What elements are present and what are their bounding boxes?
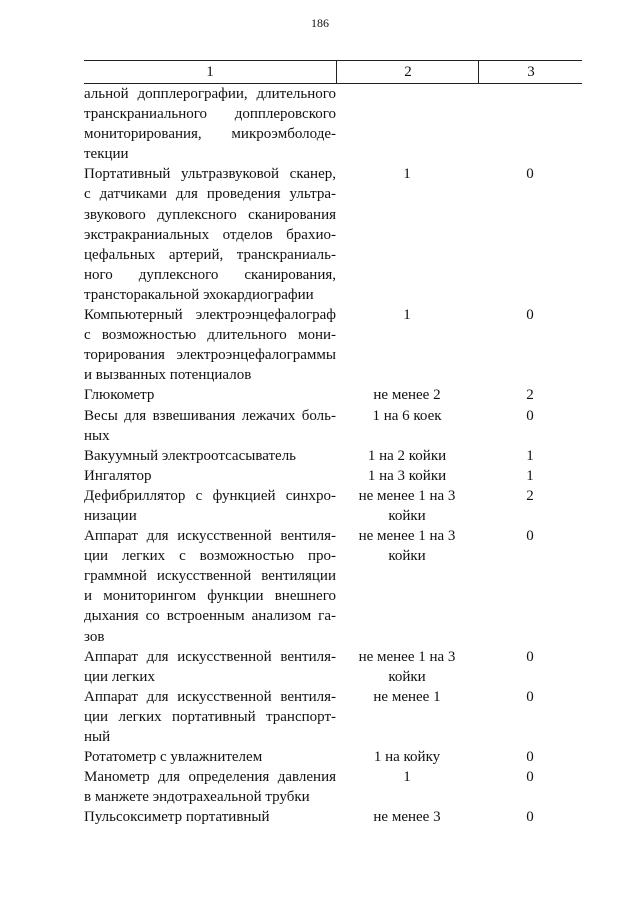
required-quantity-cell: [336, 446, 478, 466]
required-quantity-cell: [336, 767, 478, 807]
equipment-name-line: Дефибриллятор с функцией синхро-: [84, 487, 336, 504]
required-quantity-line: 1 на 2 койки: [367, 447, 447, 464]
equipment-name-line: Аппарат для искусственной вентиля-: [84, 528, 336, 545]
actual-quantity-cell: 0: [526, 688, 534, 705]
equipment-name-line: мониторирования, микроэмболоде-: [84, 126, 336, 143]
equipment-name-line: Ингалятор: [84, 467, 152, 484]
equipment-name-line: Весы для взвешивания лежачих боль-: [84, 407, 336, 424]
required-quantity-line: 1: [403, 307, 411, 324]
equipment-name-line: трансторакальной эхокардиографии: [84, 286, 314, 303]
equipment-name-line: текции: [84, 146, 129, 163]
equipment-name-cell: [84, 466, 336, 486]
equipment-name-line: Ротатометр с увлажнителем: [84, 749, 263, 766]
required-quantity-cell: [336, 164, 478, 305]
required-quantity-line: 1 на 3 койки: [367, 467, 447, 484]
required-quantity-cell: [336, 385, 478, 405]
equipment-name-line: ции легких портативный транспорт-: [84, 708, 336, 725]
equipment-name-line: Аппарат для искусственной вентиля-: [84, 688, 336, 705]
equipment-name-line: Манометр для определения давления: [84, 769, 336, 786]
required-quantity-cell: [336, 466, 478, 486]
required-quantity-cell: [336, 687, 478, 747]
equipment-name-cell: [84, 446, 336, 466]
equipment-name-cell: [84, 385, 336, 405]
equipment-name-line: Вакуумный электроотсасыватель: [84, 447, 297, 464]
equipment-name-line: Пульсоксиметр портативный: [84, 809, 270, 826]
equipment-name-line: торирования электроэнцефалограммы: [84, 347, 336, 364]
equipment-name-line: и вызванных потенциалов: [84, 367, 252, 384]
required-quantity-line: койки: [388, 548, 426, 565]
equipment-name-line: с возможностью длительного мони-: [84, 327, 336, 344]
required-quantity-line: 1 на койку: [373, 749, 441, 766]
table-row: [84, 84, 582, 164]
equipment-name-line: низации: [84, 507, 137, 524]
table-header: [84, 60, 582, 84]
equipment-name-line: экстракраниальных отделов брахио-: [84, 226, 336, 243]
equipment-name-line: граммной искусственной вентиляции: [84, 568, 336, 585]
equipment-name-line: альной допплерографии, длительного: [84, 86, 336, 102]
actual-quantity-cell: 0: [526, 166, 534, 183]
table-row: [84, 747, 582, 767]
required-quantity-line: койки: [388, 668, 426, 685]
required-quantity-line: не менее 1 на 3: [358, 528, 456, 545]
equipment-name-line: ных: [84, 427, 110, 444]
required-quantity-line: не менее 2: [373, 387, 441, 404]
equipment-name-cell: [84, 84, 336, 164]
equipment-name-cell: [84, 406, 336, 446]
equipment-name-cell: [84, 305, 336, 385]
table-row: [84, 305, 582, 385]
equipment-name-cell: [84, 807, 336, 827]
table-row: [84, 406, 582, 446]
required-quantity-line: 1 на 6 коек: [372, 407, 442, 424]
required-quantity-cell: [336, 406, 478, 446]
actual-quantity-cell: 0: [526, 809, 534, 826]
actual-quantity-cell: [478, 84, 582, 164]
required-quantity-line: не менее 1 на 3: [358, 487, 456, 504]
equipment-name-cell: [84, 747, 336, 767]
required-quantity-cell: [336, 747, 478, 767]
table-row: [84, 767, 582, 807]
table-row: [84, 466, 582, 486]
equipment-name-line: Портативный ультразвуковой сканер,: [84, 166, 336, 183]
actual-quantity-cell: 1: [526, 467, 534, 484]
equipment-name-line: дыхания со встроенным анализом га-: [84, 608, 336, 625]
header-col-3: 3: [478, 61, 583, 83]
actual-quantity-cell: 0: [526, 528, 534, 545]
required-quantity-line: 1: [403, 166, 411, 183]
equipment-name-line: Компьютерный электроэнцефалограф: [84, 307, 336, 324]
table-row: [84, 446, 582, 466]
table-row: [84, 807, 582, 827]
equipment-name-line: звукового дуплексного сканирования: [84, 206, 336, 223]
actual-quantity-cell: 0: [526, 749, 534, 766]
equipment-name-line: с датчиками для проведения ультра-: [84, 186, 336, 203]
equipment-name-cell: [84, 526, 336, 647]
required-quantity-line: не менее 3: [373, 809, 441, 826]
actual-quantity-cell: 0: [526, 648, 534, 665]
header-col-2: 2: [336, 61, 479, 83]
required-quantity-cell: [336, 305, 478, 385]
equipment-name-line: Глюкометр: [84, 387, 155, 404]
equipment-name-cell: [84, 486, 336, 526]
equipment-name-line: транскраниального допплеровского: [84, 106, 336, 123]
table-row: [84, 647, 582, 687]
page-number: 186: [311, 16, 329, 30]
actual-quantity-cell: 2: [526, 387, 534, 404]
table-row: [84, 486, 582, 526]
actual-quantity-cell: 2: [526, 487, 534, 504]
required-quantity-line: не менее 1: [373, 688, 441, 705]
table-row: [84, 526, 582, 647]
actual-quantity-cell: 0: [526, 307, 534, 324]
required-quantity-cell: [336, 486, 478, 526]
actual-quantity-cell: 1: [526, 447, 534, 464]
equipment-name-cell: [84, 687, 336, 747]
equipment-name-line: ции легких с возможностью про-: [84, 548, 336, 565]
equipment-name-line: ный: [84, 729, 111, 745]
required-quantity-cell: [336, 647, 478, 687]
actual-quantity-cell: 0: [526, 407, 534, 424]
required-quantity-line: 1: [403, 769, 411, 786]
equipment-name-line: и мониторингом функции внешнего: [84, 588, 336, 605]
required-quantity-cell: [336, 807, 478, 827]
equipment-name-line: цефальных артерий, транскраниаль-: [84, 246, 336, 263]
table-row: [84, 385, 582, 405]
required-quantity-cell: [336, 84, 478, 164]
table-row: [84, 687, 582, 747]
equipment-name-cell: [84, 647, 336, 687]
required-quantity-line: не менее 1 на 3: [358, 648, 456, 665]
equipment-name-cell: [84, 767, 336, 807]
table-body: [84, 84, 582, 827]
equipment-name-line: в манжете эндотрахеальной трубки: [84, 789, 310, 806]
equipment-name-line: зов: [84, 628, 105, 645]
required-quantity-cell: [336, 526, 478, 647]
header-col-1: 1: [206, 64, 214, 80]
actual-quantity-cell: 0: [526, 769, 534, 786]
required-quantity-line: койки: [388, 507, 426, 524]
equipment-name-line: ного дуплексного сканирования,: [84, 266, 336, 283]
equipment-name-line: Аппарат для искусственной вентиля-: [84, 648, 336, 665]
table-row: [84, 164, 582, 305]
equipment-name-line: ции легких: [84, 668, 155, 685]
equipment-name-cell: [84, 164, 336, 305]
